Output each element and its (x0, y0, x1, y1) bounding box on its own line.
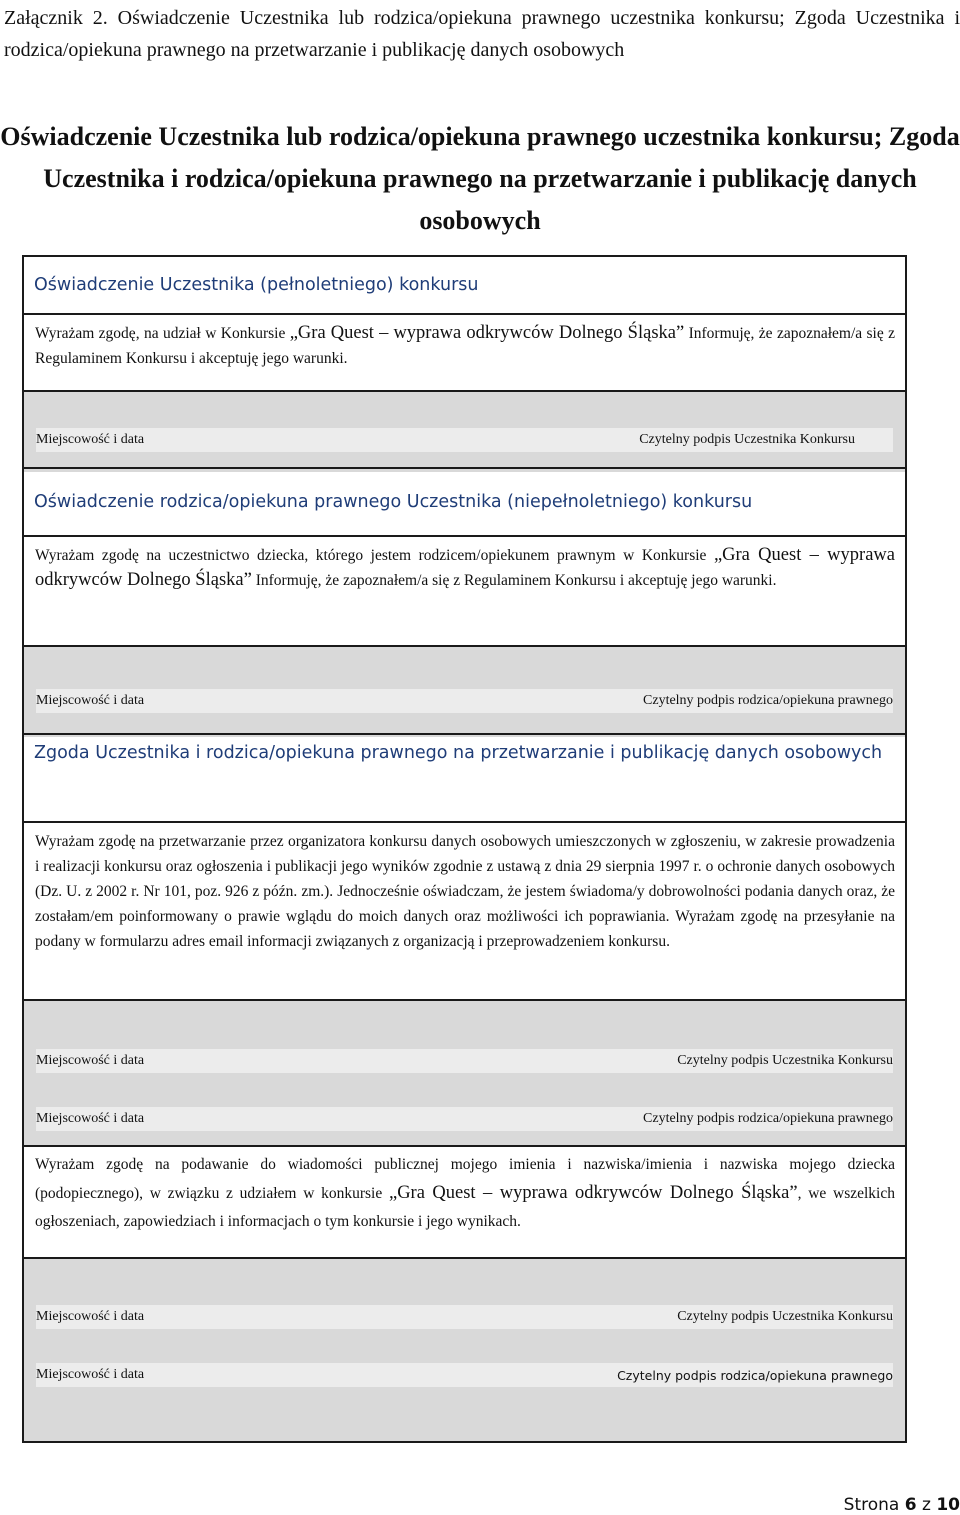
section-guardian-statement (22, 467, 907, 737)
signature-row (36, 689, 893, 713)
place-date-label: Miejscowość i data (36, 1111, 145, 1126)
signature-label: Czytelny podpis Uczestnika Konkursu (639, 432, 855, 447)
signature-row (36, 1107, 893, 1131)
section-adult-statement (22, 255, 907, 472)
section-publication-consent (22, 1145, 907, 1443)
page-number: Strona 6 z 10 (843, 1495, 960, 1515)
place-date-label: Miejscowość i data (36, 432, 145, 447)
consent-text: Wyrażam zgodę na podawanie do wiadomości publicznej mojego imienia i nazwiska/imienia i nazwiska mojego dziecka (podopiecznego), w związku z udziałem w konkursie „Gra Quest – wyprawa odkrywców Dolnego Śląska”, we wszelkich ogłoszeniach, zapowiedziach i informacjach o tym konkursie i jego wynikach. (35, 1156, 895, 1230)
signature-label: Czytelny podpis rodzica/opiekuna prawnego (643, 693, 893, 708)
attachment-header: Załącznik 2. Oświadczenie Uczestnika lub rodzica/opiekuna prawnego uczestnika konkursu; Zgoda Uczestnika i rodzica/opiekuna prawnego na przetwarzanie i publikację danych osobowych (4, 7, 960, 61)
signature-label: Czytelny podpis Uczestnika Konkursu (677, 1309, 893, 1324)
page-title: Oświadczenie Uczestnika lub rodzica/opiekuna prawnego uczestnika konkursu; Zgoda Uczestnika i rodzica/opiekuna prawnego na przetwarzanie i publikację danych osobowych (0, 122, 960, 235)
signature-row (36, 1049, 893, 1073)
signature-row (36, 1363, 893, 1387)
section-heading: Oświadczenie Uczestnika (pełnoletniego) konkursu (34, 275, 479, 295)
signature-label: Czytelny podpis rodzica/opiekuna prawnego (643, 1111, 893, 1126)
signature-area[interactable] (24, 645, 905, 737)
place-date-label: Miejscowość i data (36, 1053, 145, 1068)
section-heading: Zgoda Uczestnika i rodzica/opiekuna prawnego na przetwarzanie i publikację danych osobowych (34, 743, 883, 763)
statement-text: Wyrażam zgodę na uczestnictwo dziecka, którego jestem rodzicem/opiekunem prawnym w Konkursie „Gra Quest – wyprawa odkrywców Dolnego Śląska” Informuję, że zapoznałem/a się z Regulaminem Konkursu i akceptuję jego warunki. (35, 545, 895, 590)
signature-area[interactable] (24, 390, 905, 472)
consent-text: Wyrażam zgodę na przetwarzanie przez organizatora konkursu danych osobowych umieszczonych w zgłoszeniu, w zakresie prowadzenia i realizacji konkursu oraz ogłoszenia i publikacji jego wyników zgodnie z ustawą z dnia 29 sierpnia 1997 r. o ochronie danych osobowych (Dz. U. z 2002 r. Nr 101, poz. 926 z późn. zm.). Jednocześnie oświadczam, że jestem świadoma/y dobrowolności podania danych oraz, że zostałam/em poinformowany o prawie wglądu do moich danych oraz możliwości ich poprawiania. Wyrażam zgodę na przesyłanie na podany w formularzu adres email informacji związanych z organizacją i przeprowadzeniem konkursu. (35, 833, 895, 950)
section-heading: Oświadczenie rodzica/opiekuna prawnego Uczestnika (niepełnoletniego) konkursu (34, 492, 753, 512)
statement-text: Wyrażam zgodę, na udział w Konkursie „Gra Quest – wyprawa odkrywców Dolnego Śląska” Informuję, że zapoznałem/a się z Regulaminem Konkursu i akceptuję jego warunki. (35, 323, 895, 367)
signature-row (36, 1305, 893, 1329)
signature-label: Czytelny podpis rodzica/opiekuna prawnego (617, 1367, 893, 1383)
section-data-consent (22, 733, 907, 1147)
signature-area[interactable] (24, 1257, 905, 1441)
signature-label: Czytelny podpis Uczestnika Konkursu (677, 1053, 893, 1068)
place-date-label: Miejscowość i data (36, 1367, 145, 1382)
place-date-label: Miejscowość i data (36, 693, 145, 708)
signature-area[interactable] (24, 999, 905, 1147)
signature-row (36, 428, 893, 452)
place-date-label: Miejscowość i data (36, 1309, 145, 1324)
